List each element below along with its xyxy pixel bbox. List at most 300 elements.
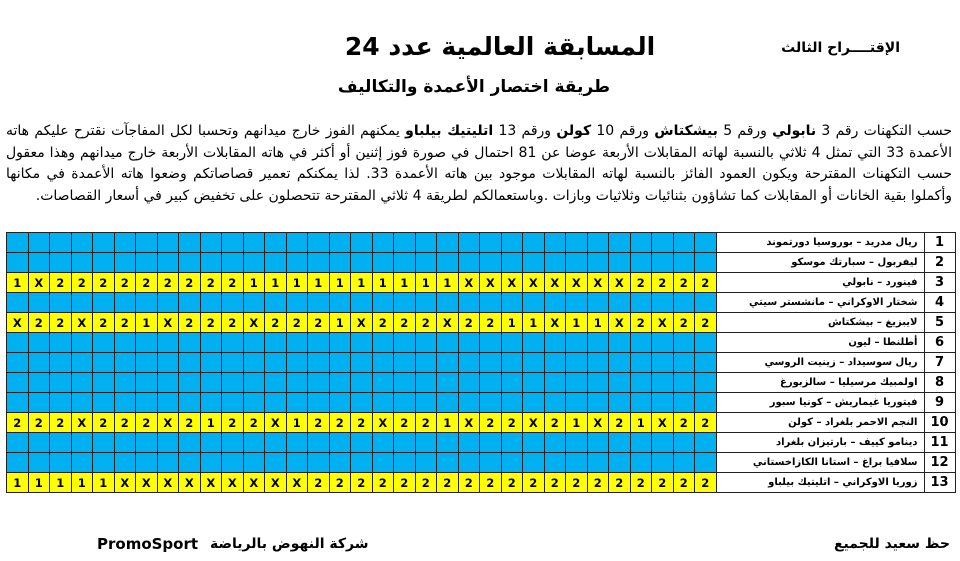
team-koln: كولن <box>556 123 592 139</box>
prediction-cell <box>308 353 330 373</box>
prediction-cell: 2 <box>544 473 566 493</box>
prediction-cell: X <box>652 413 674 433</box>
prediction-cell <box>308 253 330 273</box>
prediction-cell <box>415 253 437 273</box>
prediction-cell <box>308 293 330 313</box>
prediction-cell: 2 <box>93 413 115 433</box>
prediction-cell: X <box>71 313 93 333</box>
prediction-cell <box>501 333 523 353</box>
prediction-cell <box>200 233 222 253</box>
prediction-cell: X <box>480 273 502 293</box>
prediction-cell: 2 <box>630 273 652 293</box>
paragraph-text: حسب التكهنات رقم 3 <box>816 123 953 139</box>
prediction-cell <box>609 253 631 273</box>
prediction-cell: 2 <box>114 313 136 333</box>
prediction-cell <box>566 373 588 393</box>
prediction-cell <box>695 393 717 413</box>
prediction-cell: X <box>157 413 179 433</box>
prediction-cell <box>28 353 50 373</box>
prediction-cell <box>222 433 244 453</box>
paragraph-text: ورقم 10 <box>591 123 655 139</box>
prediction-cell <box>587 453 609 473</box>
prediction-cell: X <box>28 273 50 293</box>
prediction-cell <box>7 453 29 473</box>
match-row <box>7 313 956 333</box>
prediction-cell <box>652 233 674 253</box>
match-number: 10 <box>924 413 955 433</box>
brand-name: PromoSport <box>97 535 199 553</box>
prediction-cell <box>7 293 29 313</box>
prediction-cell: X <box>523 413 545 433</box>
paragraph-text: يمكنهم الفوز خارج ميدانهم وتحسبا لكل المفاجآت نقترح عليكم هاته الأعمدة 33 التي تمثل 4 ثلاثي بالنسبة لهاته المقابلات الأربعة عوضا عن 81 احتمال في صورة فوز إثنين أو أكثر في هاته المقابلات الأربعة خارج ميدانهم وهذا معقول حسب التكهنات المقترحة ويكون العمود الفائز بالنسبة لهاته المقابلات موجود بين هاته الأعمدة 33. لذا يمكنكم تعمير قصاصاتكم وضعوا هاته الأعمدة في مكانها وأكملوا بقية الخانات أو المقابلات كما تشاؤون بثنائيات وثلاثيات وبازات .وباستعمالكم لطريقة 4 ثلاثي المقترحة تتحصلون على تخفيض كبير في أسعار القصاصات. <box>6 123 953 204</box>
prediction-cell <box>136 233 158 253</box>
prediction-cell <box>157 453 179 473</box>
prediction-cell <box>329 373 351 393</box>
prediction-cell <box>7 233 29 253</box>
prediction-cell <box>308 373 330 393</box>
prediction-cell: X <box>286 473 308 493</box>
prediction-cell: 2 <box>458 313 480 333</box>
prediction-cell <box>673 373 695 393</box>
prediction-cell: 1 <box>415 273 437 293</box>
match-number: 12 <box>924 453 955 473</box>
prediction-cell <box>93 353 115 373</box>
prediction-cell <box>652 293 674 313</box>
prediction-cell: X <box>458 273 480 293</box>
prediction-cell: 1 <box>7 473 29 493</box>
prediction-cell <box>222 393 244 413</box>
prediction-cell <box>308 393 330 413</box>
prediction-cell <box>157 253 179 273</box>
prediction-cell <box>351 353 373 373</box>
team-besiktas: بيشكتاش <box>654 123 718 139</box>
prediction-cell <box>222 373 244 393</box>
prediction-cell <box>630 373 652 393</box>
prediction-cell <box>200 253 222 273</box>
prediction-cell <box>71 453 93 473</box>
prediction-cell <box>372 453 394 473</box>
prediction-cell <box>351 433 373 453</box>
prediction-cell: 2 <box>114 413 136 433</box>
prediction-cell <box>93 233 115 253</box>
prediction-cell: 2 <box>695 313 717 333</box>
prediction-cell <box>394 333 416 353</box>
prediction-cell <box>523 253 545 273</box>
prediction-cell <box>673 253 695 273</box>
prediction-cell <box>265 353 287 373</box>
prediction-cell: 2 <box>243 413 265 433</box>
prediction-cell <box>28 333 50 353</box>
prediction-cell: 2 <box>329 413 351 433</box>
prediction-cell <box>394 433 416 453</box>
prediction-cell <box>415 353 437 373</box>
prediction-cell: 1 <box>243 273 265 293</box>
prediction-cell <box>351 453 373 473</box>
prediction-cell <box>286 453 308 473</box>
prediction-cell: 1 <box>437 273 459 293</box>
prediction-grid <box>6 232 956 493</box>
prediction-cell <box>28 453 50 473</box>
prediction-cell: X <box>243 473 265 493</box>
prediction-cell <box>523 353 545 373</box>
prediction-cell <box>50 293 72 313</box>
prediction-cell <box>136 253 158 273</box>
prediction-cell <box>458 373 480 393</box>
prediction-cell <box>523 233 545 253</box>
prediction-cell <box>372 293 394 313</box>
prediction-cell <box>630 433 652 453</box>
prediction-cell <box>480 393 502 413</box>
prediction-cell <box>394 233 416 253</box>
prediction-cell <box>415 393 437 413</box>
prediction-cell <box>437 293 459 313</box>
prediction-cell <box>609 373 631 393</box>
prediction-cell <box>652 373 674 393</box>
prediction-cell: 1 <box>136 313 158 333</box>
prediction-cell <box>501 293 523 313</box>
prediction-cell: 2 <box>523 473 545 493</box>
prediction-cell <box>329 253 351 273</box>
prediction-cell <box>157 333 179 353</box>
prediction-cell <box>200 353 222 373</box>
prediction-cell: 2 <box>501 473 523 493</box>
prediction-cell: 2 <box>501 413 523 433</box>
prediction-cell: X <box>200 473 222 493</box>
prediction-cell <box>673 333 695 353</box>
prediction-cell: 2 <box>587 473 609 493</box>
prediction-cell <box>437 333 459 353</box>
prediction-cell: 1 <box>372 273 394 293</box>
prediction-cell: 2 <box>28 413 50 433</box>
prediction-cell <box>673 353 695 373</box>
prediction-cell <box>71 253 93 273</box>
match-teams: ريال مدريد – بوروسيا دورتموند <box>716 233 924 253</box>
match-row <box>7 293 956 313</box>
prediction-cell <box>200 433 222 453</box>
prediction-cell <box>372 353 394 373</box>
prediction-cell <box>28 293 50 313</box>
prediction-cell <box>523 433 545 453</box>
prediction-cell <box>136 453 158 473</box>
prediction-cell: X <box>71 413 93 433</box>
prediction-cell <box>243 293 265 313</box>
prediction-cell: 2 <box>114 273 136 293</box>
prediction-cell: 2 <box>695 413 717 433</box>
prediction-cell <box>566 293 588 313</box>
prediction-cell <box>179 333 201 353</box>
match-number: 4 <box>924 293 955 313</box>
prediction-cell <box>93 333 115 353</box>
prediction-cell: 1 <box>28 473 50 493</box>
prediction-cell <box>351 253 373 273</box>
prediction-cell <box>415 453 437 473</box>
prediction-cell <box>566 253 588 273</box>
prediction-cell <box>265 453 287 473</box>
prediction-cell <box>587 433 609 453</box>
prediction-cell <box>394 293 416 313</box>
prediction-cell <box>501 253 523 273</box>
prediction-cell: 2 <box>265 313 287 333</box>
prediction-cell <box>136 293 158 313</box>
prediction-cell <box>566 393 588 413</box>
prediction-cell <box>695 373 717 393</box>
prediction-cell <box>7 253 29 273</box>
prediction-cell <box>372 373 394 393</box>
prediction-cell <box>609 293 631 313</box>
match-row <box>7 453 956 473</box>
prediction-cell <box>157 373 179 393</box>
prediction-cell <box>265 253 287 273</box>
prediction-cell <box>544 433 566 453</box>
prediction-cell <box>71 333 93 353</box>
prediction-cell <box>243 393 265 413</box>
prediction-cell: X <box>372 413 394 433</box>
prediction-cell <box>114 293 136 313</box>
prediction-cell <box>329 233 351 253</box>
prediction-cell <box>136 373 158 393</box>
prediction-cell: 1 <box>329 313 351 333</box>
prediction-cell <box>71 293 93 313</box>
prediction-cell: 2 <box>630 473 652 493</box>
match-teams: فينورد – نابولي <box>716 273 924 293</box>
prediction-cell <box>114 433 136 453</box>
prediction-cell <box>458 353 480 373</box>
prediction-cell <box>351 233 373 253</box>
prediction-cell: 2 <box>136 413 158 433</box>
prediction-cell <box>114 373 136 393</box>
prediction-cell <box>544 293 566 313</box>
prediction-cell <box>652 433 674 453</box>
prediction-cell <box>243 433 265 453</box>
match-row <box>7 413 956 433</box>
prediction-cell <box>630 353 652 373</box>
prediction-cell: 1 <box>286 273 308 293</box>
prediction-cell: X <box>265 413 287 433</box>
prediction-cell <box>179 293 201 313</box>
match-number: 2 <box>924 253 955 273</box>
prediction-cell <box>286 393 308 413</box>
prediction-cell: 1 <box>566 413 588 433</box>
prediction-cell <box>695 333 717 353</box>
prediction-cell <box>243 373 265 393</box>
prediction-cell: X <box>114 473 136 493</box>
prediction-cell <box>222 253 244 273</box>
prediction-cell: 2 <box>179 413 201 433</box>
prediction-cell <box>437 233 459 253</box>
prediction-cell: 2 <box>673 273 695 293</box>
prediction-cell <box>308 233 330 253</box>
prediction-cell <box>286 373 308 393</box>
prediction-cell <box>523 293 545 313</box>
prediction-cell <box>609 393 631 413</box>
prediction-cell: 1 <box>587 313 609 333</box>
match-row <box>7 333 956 353</box>
prediction-cell: 2 <box>351 413 373 433</box>
match-teams: النجم الاحمر بلغراد – كولن <box>716 413 924 433</box>
prediction-cell: 1 <box>200 413 222 433</box>
prediction-cell <box>222 293 244 313</box>
prediction-cell <box>286 293 308 313</box>
prediction-cell <box>480 353 502 373</box>
match-row <box>7 273 956 293</box>
prediction-cell: 2 <box>308 473 330 493</box>
prediction-cell <box>480 293 502 313</box>
match-teams: شختار الاوكراني – مانشستر سيتي <box>716 293 924 313</box>
prediction-cell: X <box>157 473 179 493</box>
prediction-cell <box>243 253 265 273</box>
prediction-cell <box>630 233 652 253</box>
prediction-cell <box>544 373 566 393</box>
prediction-cell <box>222 353 244 373</box>
prediction-cell <box>695 433 717 453</box>
prediction-cell <box>673 233 695 253</box>
prediction-cell <box>50 333 72 353</box>
prediction-cell: X <box>458 413 480 433</box>
prediction-cell <box>458 433 480 453</box>
prediction-cell <box>544 353 566 373</box>
prediction-cell <box>415 293 437 313</box>
explanation-paragraph <box>6 121 952 207</box>
prediction-cell: 1 <box>394 273 416 293</box>
prediction-cell: 1 <box>351 273 373 293</box>
prediction-cell: 2 <box>157 273 179 293</box>
prediction-cell: 1 <box>308 273 330 293</box>
prediction-cell <box>351 293 373 313</box>
prediction-cell <box>587 333 609 353</box>
prediction-cell: 2 <box>93 313 115 333</box>
prediction-cell: 2 <box>372 473 394 493</box>
prediction-cell <box>501 433 523 453</box>
prediction-cell <box>501 233 523 253</box>
prediction-cell <box>114 333 136 353</box>
prediction-cell <box>265 433 287 453</box>
prediction-cell <box>480 453 502 473</box>
prediction-cell: X <box>544 313 566 333</box>
prediction-cell <box>695 353 717 373</box>
prediction-cell <box>673 393 695 413</box>
prediction-cell <box>286 253 308 273</box>
prediction-cell: X <box>351 313 373 333</box>
prediction-cell <box>179 253 201 273</box>
prediction-cell: 1 <box>630 413 652 433</box>
prediction-cell <box>50 433 72 453</box>
prediction-cell <box>286 233 308 253</box>
prediction-cell: 2 <box>695 473 717 493</box>
prediction-cell <box>609 433 631 453</box>
prediction-cell <box>523 453 545 473</box>
prediction-cell <box>394 353 416 373</box>
prediction-cell: 1 <box>566 313 588 333</box>
prediction-cell: X <box>609 313 631 333</box>
prediction-cell <box>437 433 459 453</box>
prediction-cell: 1 <box>523 313 545 333</box>
prediction-cell <box>566 333 588 353</box>
prediction-cell <box>587 233 609 253</box>
prediction-cell <box>286 433 308 453</box>
prediction-cell <box>200 293 222 313</box>
paragraph-text: ورقم 5 <box>717 123 773 139</box>
prediction-cell: 2 <box>480 473 502 493</box>
prediction-cell <box>501 353 523 373</box>
prediction-cell <box>566 353 588 373</box>
prediction-cell: 1 <box>93 473 115 493</box>
prediction-cell: 2 <box>415 473 437 493</box>
prediction-cell <box>544 253 566 273</box>
prediction-cell: 2 <box>50 313 72 333</box>
prediction-cell <box>71 353 93 373</box>
prediction-cell: 2 <box>544 413 566 433</box>
prediction-cell <box>71 233 93 253</box>
prediction-cell <box>372 253 394 273</box>
prediction-cell <box>630 453 652 473</box>
prediction-cell <box>308 453 330 473</box>
prediction-cell: X <box>243 313 265 333</box>
prediction-cell <box>652 333 674 353</box>
prediction-cell <box>372 333 394 353</box>
prediction-cell <box>286 333 308 353</box>
prediction-cell <box>415 233 437 253</box>
prediction-cell <box>458 293 480 313</box>
match-teams: دينامو كييف – بارتيزان بلغراد <box>716 433 924 453</box>
prediction-cell: 2 <box>329 473 351 493</box>
prediction-cell: X <box>136 473 158 493</box>
match-teams: زوريا الاوكراني – اتليتيك بيلباو <box>716 473 924 493</box>
prediction-cell: X <box>222 473 244 493</box>
prediction-cell <box>544 233 566 253</box>
prediction-cell <box>200 453 222 473</box>
prediction-cell <box>265 293 287 313</box>
prediction-cell: 1 <box>286 413 308 433</box>
prediction-cell <box>480 373 502 393</box>
prediction-cell <box>243 353 265 373</box>
prediction-cell <box>394 393 416 413</box>
prediction-cell: 2 <box>71 273 93 293</box>
prediction-cell <box>179 353 201 373</box>
prediction-cell: 2 <box>673 413 695 433</box>
prediction-cell: 2 <box>200 273 222 293</box>
prediction-cell <box>286 353 308 373</box>
prediction-cell <box>372 433 394 453</box>
prediction-cell <box>523 393 545 413</box>
prediction-cell: 2 <box>372 313 394 333</box>
prediction-cell: 2 <box>394 473 416 493</box>
prediction-cell <box>7 353 29 373</box>
prediction-cell <box>157 353 179 373</box>
match-teams: ليفربول – سبارتك موسكو <box>716 253 924 273</box>
prediction-cell <box>243 333 265 353</box>
prediction-cell <box>50 373 72 393</box>
prediction-cell <box>480 433 502 453</box>
prediction-cell <box>394 453 416 473</box>
prediction-cell <box>372 233 394 253</box>
prediction-cell: X <box>544 273 566 293</box>
prediction-cell: 2 <box>630 313 652 333</box>
prediction-cell <box>587 293 609 313</box>
prediction-cell <box>222 333 244 353</box>
prediction-cell <box>157 293 179 313</box>
prediction-cell <box>609 233 631 253</box>
match-teams: سلافيا براغ – استانا الكازاخستاني <box>716 453 924 473</box>
prediction-cell <box>114 233 136 253</box>
prediction-cell <box>329 433 351 453</box>
prediction-cell <box>437 453 459 473</box>
prediction-cell: 2 <box>652 473 674 493</box>
prediction-cell: X <box>157 313 179 333</box>
prediction-cell <box>437 353 459 373</box>
prediction-cell: 2 <box>652 273 674 293</box>
prediction-cell <box>329 453 351 473</box>
prediction-cell <box>265 373 287 393</box>
